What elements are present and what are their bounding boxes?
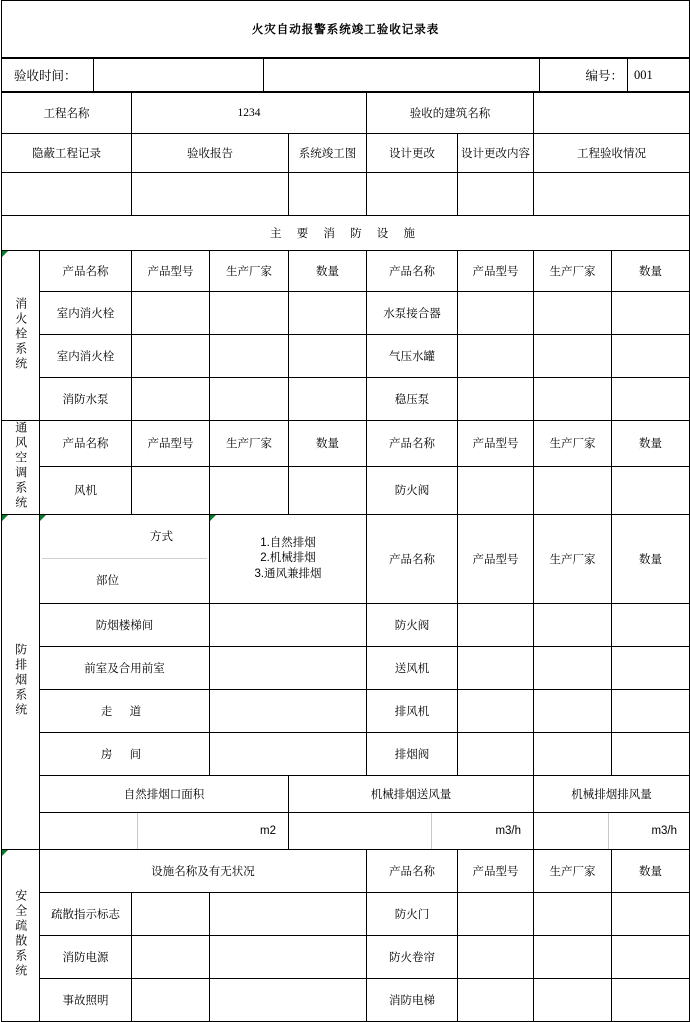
smoke-row1-location: 前室及合用前室	[40, 647, 210, 690]
evacuation-row2-col-b[interactable]	[210, 979, 367, 1022]
table-row	[2, 335, 690, 378]
hydrant-header-row	[2, 251, 690, 292]
hvac-row0-left-model[interactable]	[132, 466, 210, 514]
evacuation-row0-facility: 疏散指示标志	[40, 893, 132, 936]
table-row	[2, 604, 690, 647]
smoke-method-2: 3.通风兼排烟	[254, 567, 322, 580]
airflow-value-cell-0[interactable]	[40, 813, 289, 850]
title-table	[1, 0, 690, 58]
meta-table	[1, 58, 690, 92]
evacuation-row1-right-qty[interactable]	[612, 936, 690, 979]
hydrant-row1-left-name: 室内消火栓	[40, 335, 132, 378]
smoke-row1-value[interactable]	[210, 647, 367, 690]
hvac-row0-right-model[interactable]	[458, 466, 534, 514]
meta-spacer-cell	[264, 59, 540, 92]
evacuation-row0-right-name: 防火门	[367, 893, 458, 936]
hvac-row0-right-maker[interactable]	[534, 466, 612, 514]
hydrant-row0-left-name: 室内消火栓	[40, 292, 132, 335]
evacuation-row2-right-qty[interactable]	[612, 979, 690, 1022]
hvac-row0-right-name: 防火阀	[367, 466, 458, 514]
section-label-hydrant: 消火栓系统	[2, 251, 40, 421]
docs-value-3[interactable]	[367, 173, 458, 216]
evacuation-row1-col-a[interactable]	[132, 936, 210, 979]
main-facilities-banner: 主 要 消 防 设 施	[2, 216, 690, 251]
smoke-row2-value[interactable]	[210, 690, 367, 733]
hvac-row0-left-maker[interactable]	[210, 466, 289, 514]
smoke-row3-right-name: 排烟阀	[367, 733, 458, 776]
evacuation-row1-right-model[interactable]	[458, 936, 534, 979]
hvac-hdr-quantity-left: 数量	[289, 421, 367, 467]
airflow-input-2[interactable]	[536, 813, 608, 849]
evacuation-row0-col-b[interactable]	[210, 893, 367, 936]
smoke-row3-right-qty[interactable]	[612, 733, 690, 776]
comment-marker-icon	[2, 515, 8, 521]
hydrant-row1-right-name: 气压水罐	[367, 335, 458, 378]
airflow-unit-1: m3/h	[431, 813, 531, 849]
hydrant-row1-left-qty[interactable]	[289, 335, 367, 378]
evacuation-hdr-manufacturer: 生产厂家	[534, 850, 612, 893]
table-row	[2, 378, 690, 421]
airflow-unit-2: m3/h	[608, 813, 687, 849]
smoke-row2-right-qty[interactable]	[612, 690, 690, 733]
hydrant-hdr-product-name-left: 产品名称	[40, 251, 132, 292]
evacuation-row1-col-b[interactable]	[210, 936, 367, 979]
smoke-row1-right-name: 送风机	[367, 647, 458, 690]
smoke-row3-right-maker[interactable]	[534, 733, 612, 776]
building-name-label: 验收的建筑名称	[367, 93, 534, 134]
inspection-time-input[interactable]	[94, 59, 264, 92]
evacuation-row0-col-a[interactable]	[132, 893, 210, 936]
airflow-value-cell-2[interactable]	[534, 813, 690, 850]
table-row	[2, 979, 690, 1022]
main-table	[1, 92, 690, 1022]
airflow-header-row	[2, 776, 690, 813]
docs-header-3: 设计更改	[367, 134, 458, 173]
hydrant-hdr-quantity-right: 数量	[612, 251, 690, 292]
evacuation-row0-right-qty[interactable]	[612, 893, 690, 936]
hvac-hdr-quantity-right: 数量	[612, 421, 690, 467]
airflow-input-0[interactable]	[42, 813, 137, 849]
hydrant-row1-left-maker[interactable]	[210, 335, 289, 378]
section-label-hvac: 通风空调系统	[2, 421, 40, 515]
hvac-hdr-product-name-right: 产品名称	[367, 421, 458, 467]
docs-value-5[interactable]	[534, 173, 690, 216]
smoke-hdr-manufacturer: 生产厂家	[534, 515, 612, 604]
smoke-row0-right-model[interactable]	[458, 604, 534, 647]
section-label-smoke: 防排烟系统	[2, 515, 40, 850]
smoke-methods-list	[210, 515, 367, 604]
project-name-input[interactable]: 1234	[132, 93, 367, 134]
airflow-header-1: 机械排烟送风量	[289, 776, 534, 813]
smoke-row1-right-model[interactable]	[458, 647, 534, 690]
hydrant-hdr-quantity-left: 数量	[289, 251, 367, 292]
smoke-split-top-label: 方式	[42, 516, 207, 559]
hydrant-row0-right-model[interactable]	[458, 292, 534, 335]
hvac-hdr-manufacturer-right: 生产厂家	[534, 421, 612, 467]
docs-value-1[interactable]	[132, 173, 289, 216]
hydrant-row0-left-model[interactable]	[132, 292, 210, 335]
docs-header-2: 系统竣工图	[289, 134, 367, 173]
airflow-header-0: 自然排烟口面积	[40, 776, 289, 813]
hvac-hdr-product-model-right: 产品型号	[458, 421, 534, 467]
evacuation-row1-right-maker[interactable]	[534, 936, 612, 979]
smoke-row2-right-model[interactable]	[458, 690, 534, 733]
hydrant-hdr-product-model-left: 产品型号	[132, 251, 210, 292]
project-name-label: 工程名称	[2, 93, 132, 134]
docs-value-2[interactable]	[289, 173, 367, 216]
smoke-header-row	[2, 515, 690, 604]
hydrant-row0-left-maker[interactable]	[210, 292, 289, 335]
hvac-row0-right-qty[interactable]	[612, 466, 690, 514]
table-row	[2, 647, 690, 690]
smoke-row3-value[interactable]	[210, 733, 367, 776]
evacuation-row2-right-model[interactable]	[458, 979, 534, 1022]
table-row	[2, 466, 690, 514]
smoke-row0-location: 防烟楼梯间	[40, 604, 210, 647]
smoke-row3-right-model[interactable]	[458, 733, 534, 776]
hydrant-row2-right-name: 稳压泵	[367, 378, 458, 421]
hvac-row0-left-name: 风机	[40, 466, 132, 514]
comment-marker-icon	[210, 515, 216, 521]
comment-marker-icon	[2, 251, 8, 257]
evacuation-hdr-quantity: 数量	[612, 850, 690, 893]
table-row	[2, 733, 690, 776]
hydrant-row2-left-model[interactable]	[132, 378, 210, 421]
hydrant-row1-right-maker[interactable]	[534, 335, 612, 378]
hydrant-hdr-product-model-right: 产品型号	[458, 251, 534, 292]
docs-value-4[interactable]	[458, 173, 534, 216]
evacuation-row2-facility: 事故照明	[40, 979, 132, 1022]
smoke-row0-right-name: 防火阀	[367, 604, 458, 647]
hydrant-hdr-manufacturer-left: 生产厂家	[210, 251, 289, 292]
number-input[interactable]: 001	[628, 59, 690, 92]
evacuation-hdr-product-model: 产品型号	[458, 850, 534, 893]
evacuation-row0-right-maker[interactable]	[534, 893, 612, 936]
hydrant-row2-right-qty[interactable]	[612, 378, 690, 421]
docs-header-row	[2, 134, 690, 173]
evacuation-hdr-product-name: 产品名称	[367, 850, 458, 893]
smoke-row3-location: 房 间	[40, 733, 210, 776]
smoke-hdr-quantity: 数量	[612, 515, 690, 604]
airflow-value-cell-1[interactable]	[289, 813, 534, 850]
number-label: 编号：	[540, 59, 628, 92]
docs-value-0[interactable]	[2, 173, 132, 216]
hydrant-row1-right-model[interactable]	[458, 335, 534, 378]
smoke-method-0: 1.自然排烟	[260, 536, 316, 549]
evacuation-facility-header: 设施名称及有无状况	[40, 850, 367, 893]
smoke-method-location-split-cell	[40, 515, 210, 604]
smoke-row1-right-qty[interactable]	[612, 647, 690, 690]
evacuation-row2-right-maker[interactable]	[534, 979, 612, 1022]
inspection-time-label: 验收时间：	[2, 59, 94, 92]
docs-header-4: 设计更改内容	[458, 134, 534, 173]
project-row	[2, 93, 690, 134]
table-row	[2, 292, 690, 335]
hvac-row0-left-qty[interactable]	[289, 466, 367, 514]
page-title: 火灾自动报警系统竣工验收记录表	[2, 1, 690, 58]
hydrant-row1-left-model[interactable]	[132, 335, 210, 378]
comment-marker-icon	[2, 850, 8, 856]
docs-header-0: 隐蔽工程记录	[2, 134, 132, 173]
evacuation-row2-col-a[interactable]	[132, 979, 210, 1022]
smoke-row2-right-name: 排风机	[367, 690, 458, 733]
table-row	[2, 893, 690, 936]
smoke-row0-right-qty[interactable]	[612, 604, 690, 647]
hydrant-row0-right-qty[interactable]	[612, 292, 690, 335]
smoke-hdr-product-model: 产品型号	[458, 515, 534, 604]
smoke-method-1: 2.机械排烟	[260, 552, 316, 565]
evacuation-row0-right-model[interactable]	[458, 893, 534, 936]
hydrant-hdr-manufacturer-right: 生产厂家	[534, 251, 612, 292]
hvac-hdr-product-name-left: 产品名称	[40, 421, 132, 467]
hydrant-row1-right-qty[interactable]	[612, 335, 690, 378]
hvac-hdr-product-model-left: 产品型号	[132, 421, 210, 467]
smoke-row2-location: 走 道	[40, 690, 210, 733]
hydrant-row2-right-maker[interactable]	[534, 378, 612, 421]
hydrant-row0-right-name: 水泵接合器	[367, 292, 458, 335]
evacuation-row1-right-name: 防火卷帘	[367, 936, 458, 979]
docs-value-row	[2, 173, 690, 216]
docs-header-5: 工程验收情况	[534, 134, 690, 173]
comment-marker-icon	[40, 515, 46, 521]
airflow-input-1[interactable]	[291, 813, 431, 849]
main-facilities-banner-row	[2, 216, 690, 251]
hydrant-row2-left-name: 消防水泵	[40, 378, 132, 421]
smoke-row1-right-maker[interactable]	[534, 647, 612, 690]
hydrant-hdr-product-name-right: 产品名称	[367, 251, 458, 292]
table-row	[2, 936, 690, 979]
airflow-unit-0: m2	[137, 813, 286, 849]
smoke-hdr-product-name: 产品名称	[367, 515, 458, 604]
hydrant-row2-right-model[interactable]	[458, 378, 534, 421]
building-name-input[interactable]	[534, 93, 690, 134]
hydrant-row0-right-maker[interactable]	[534, 292, 612, 335]
hydrant-row2-left-qty[interactable]	[289, 378, 367, 421]
hydrant-row2-left-maker[interactable]	[210, 378, 289, 421]
smoke-split-bottom-label: 部位	[96, 574, 119, 587]
hvac-header-row	[2, 421, 690, 467]
smoke-row0-value[interactable]	[210, 604, 367, 647]
table-row	[2, 690, 690, 733]
hvac-hdr-manufacturer-left: 生产厂家	[210, 421, 289, 467]
airflow-value-row	[2, 813, 690, 850]
evacuation-row2-right-name: 消防电梯	[367, 979, 458, 1022]
section-label-evacuation: 安全疏散系统	[2, 850, 40, 1022]
smoke-row0-right-maker[interactable]	[534, 604, 612, 647]
hydrant-row0-left-qty[interactable]	[289, 292, 367, 335]
airflow-header-2: 机械排烟排风量	[534, 776, 690, 813]
docs-header-1: 验收报告	[132, 134, 289, 173]
evacuation-row1-facility: 消防电源	[40, 936, 132, 979]
evacuation-header-row	[2, 850, 690, 893]
smoke-row2-right-maker[interactable]	[534, 690, 612, 733]
